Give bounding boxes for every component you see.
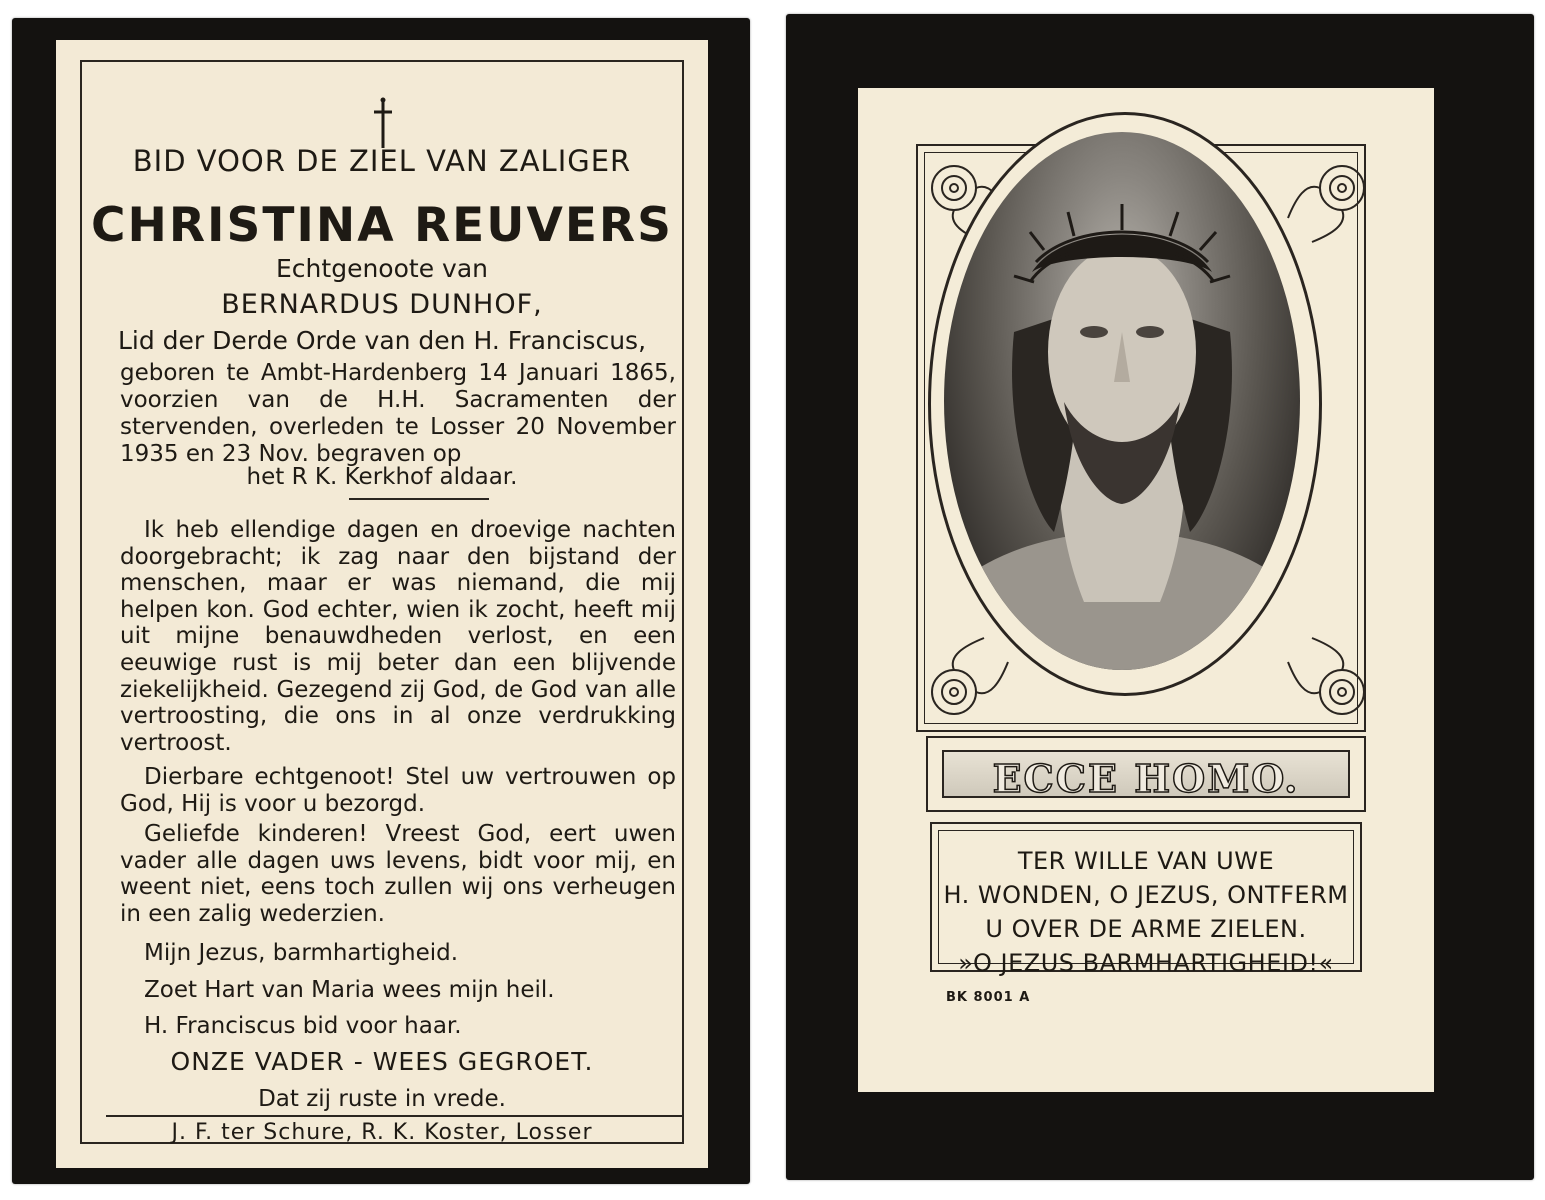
card-code: BK 8001 A: [946, 990, 1031, 1005]
paragraph-3: Geliefde kinderen! Vreest God, eert uwen vader alle dagen uws levens, bidt voor mij, en weent niet, eens toch zullen wij ons verheugen in een zalig wederzien.: [120, 821, 676, 927]
card-paper: [56, 40, 708, 1168]
spouse-name: BERNARDUS DUNHOF,: [221, 289, 543, 320]
relation-label: Echtgenoote van: [276, 254, 488, 283]
prayer-line-2: Zoet Hart van Maria wees mijn heil.: [144, 977, 555, 1003]
prayer-line-2: H. WONDEN, O JEZUS, ONTFERM: [943, 881, 1349, 909]
bottom-divider: [106, 1115, 684, 1117]
ecce-homo-portrait: [944, 132, 1300, 670]
image-title: ECCE HOMO.: [992, 756, 1300, 801]
life-details: geboren te Ambt-Hardenberg 14 Januari 1865, voorzien van de H.H. Sacramenten der stervenden, overleden te Losser 20 November 1935 en 23 Nov. begraven op: [120, 360, 676, 467]
portrait-illustration: [944, 132, 1300, 670]
obituary-card-back: [786, 14, 1534, 1180]
flower-ornament-icon: [1286, 158, 1372, 244]
membership-line: Lid der Derde Orde van den H. Franciscus,: [117, 326, 647, 355]
prayer-line-1: TER WILLE VAN UWE: [1017, 847, 1275, 875]
printer-credit: J. F. ter Schure, R. K. Koster, Losser: [171, 1120, 593, 1145]
prayer-frame: [930, 822, 1362, 977]
divider: [349, 498, 489, 500]
burial-place: het R K. Kerkhof aldaar.: [246, 464, 518, 490]
deceased-name: CHRISTINA REUVERS: [91, 198, 673, 253]
prayer-line-1: Mijn Jezus, barmhartigheid.: [144, 940, 459, 966]
paragraph-2: Dierbare echtgenoot! Stel uw vertrouwen op God, Hij is voor u bezorgd.: [120, 764, 676, 817]
paragraph-1: Ik heb ellendige dagen en droevige nachten doorgebracht; ik zag naar den bijstand der menschen, maar er was niemand, die mij helpen kon. God echter, wien ik zocht, heeft mij uit mijne benauwdheden verlost, en een eeuwige rust is mij beter dan een blijvende ziekelijkheid. Gezegend zij God, de God van alle vertroosting, die ons in al onze verdrukking vertroost.: [120, 517, 676, 756]
prayer-line-3: H. Franciscus bid voor haar.: [144, 1013, 462, 1039]
flower-ornament-icon: [924, 636, 1010, 722]
card-paper: [858, 88, 1434, 1092]
title-frame: [926, 736, 1366, 812]
rest-in-peace: Dat zij ruste in vrede.: [258, 1086, 506, 1112]
prayer-inner-frame: [938, 830, 1354, 977]
cross-icon: [368, 96, 398, 150]
obituary-card-front: [12, 18, 750, 1184]
prayer-line-3: U OVER DE ARME ZIELEN.: [985, 915, 1307, 943]
prayer-line-4: ONZE VADER - WEES GEGROET.: [170, 1047, 594, 1076]
title-plate: [942, 750, 1350, 801]
prayer-heading: BID VOOR DE ZIEL VAN ZALIGER: [132, 144, 632, 178]
prayer-line-4: »O JEZUS BARMHARTIGHEID!«: [958, 949, 1334, 977]
flower-ornament-icon: [1286, 636, 1372, 722]
